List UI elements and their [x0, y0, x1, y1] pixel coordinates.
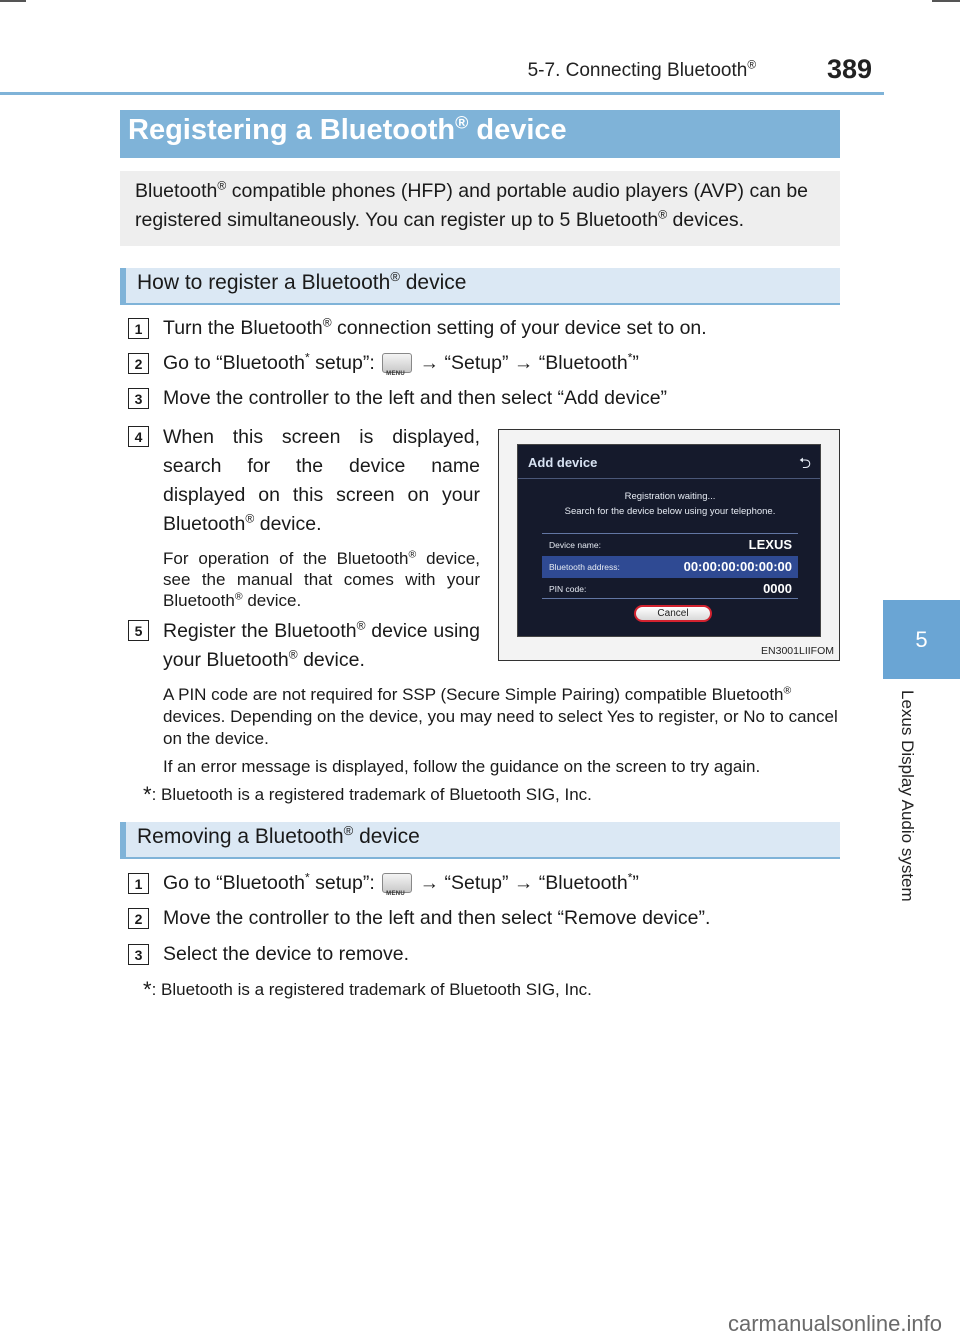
table-row [542, 578, 798, 600]
page-header [0, 50, 884, 94]
cancel-button[interactable]: Cancel [634, 605, 712, 622]
note-text: A PIN code are not required for SSP (Secure Simple Pairing) compatible Bluetooth® devices. Depending on the device, you may need to select Yes to register, or No to cancel on the device. [163, 684, 838, 748]
row-label: Device name: [549, 540, 601, 550]
menu-button-icon [382, 353, 412, 373]
step-text: Register the Bluetooth® device using your Bluetooth® device. [163, 618, 480, 671]
remove-heading: Removing a Bluetooth® device [120, 822, 840, 859]
screen-figure [498, 429, 840, 661]
intro-box: Bluetooth® compatible phones (HFP) and portable audio players (AVP) can be registered simultaneously. You can register up to 5 Bluetooth® devices. [120, 171, 840, 246]
step-text: Move the controller to the left and then select “Add device” [163, 387, 668, 409]
back-icon: ⮌ [798, 455, 811, 472]
row-value: LEXUS [748, 537, 792, 552]
step-number: 4 [128, 426, 149, 447]
screen-title: Add device [528, 455, 598, 470]
row-value: 00:00:00:00:00:00 [683, 559, 792, 574]
step-number: 2 [128, 353, 149, 374]
step-text: Go to “Bluetooth* setup”: MENU → “Setup” → “Bluetooth*” [163, 349, 639, 378]
step-number: 3 [128, 388, 149, 409]
table-row [542, 534, 798, 556]
crop-mark-left [0, 0, 26, 2]
status-text: Registration waiting... [624, 491, 716, 502]
register-heading: How to register a Bluetooth® device [120, 268, 840, 305]
chapter-tab: 5 [883, 600, 960, 679]
figure-code: EN3001LIIFOM [761, 645, 834, 657]
instruction-text: Search for the device below using your telephone. [564, 506, 776, 517]
watermark: carmanualsonline.info [727, 1311, 942, 1336]
section-title: 5-7. Connecting Bluetooth® [527, 58, 756, 81]
row-label: PIN code: [549, 584, 587, 594]
step-text: Select the device to remove. [163, 943, 410, 965]
step-text: Move the controller to the left and then select “Remove device”. [163, 907, 711, 929]
screen-divider [518, 478, 821, 479]
step-number: 1 [128, 318, 149, 339]
header-rule [0, 92, 884, 95]
table-row [542, 556, 798, 578]
step-text: Turn the Bluetooth® connection setting of your device set to on. [163, 315, 707, 339]
step-number: 1 [128, 873, 149, 894]
chapter-title: Lexus Display Audio system [898, 690, 917, 902]
page-number: 389 [826, 54, 872, 84]
footnote: *: Bluetooth is a registered trademark of Bluetooth SIG, Inc. [143, 977, 592, 1002]
step-number: 3 [128, 944, 149, 965]
add-device-screen [517, 444, 821, 637]
row-label: Bluetooth address: [549, 562, 620, 572]
step-text: When this screen is displayed, search for the device name displayed on this screen on your Bluetooth® device. [163, 426, 480, 535]
step-number: 5 [128, 620, 149, 641]
note-text: If an error message is displayed, follow the guidance on the screen to try again. [163, 757, 761, 776]
menu-button-icon [382, 873, 412, 893]
main-heading: Registering a Bluetooth® device [120, 110, 840, 158]
device-info-table [542, 533, 798, 599]
crop-mark-right [932, 0, 960, 2]
step-number: 2 [128, 908, 149, 929]
row-value: 0000 [763, 581, 792, 596]
step-text: Go to “Bluetooth* setup”: MENU → “Setup” → “Bluetooth*” [163, 869, 639, 898]
footnote: *: Bluetooth is a registered trademark of Bluetooth SIG, Inc. [143, 782, 592, 807]
note-text: For operation of the Bluetooth® device, see the manual that comes with your Bluetooth® device. [163, 548, 480, 610]
